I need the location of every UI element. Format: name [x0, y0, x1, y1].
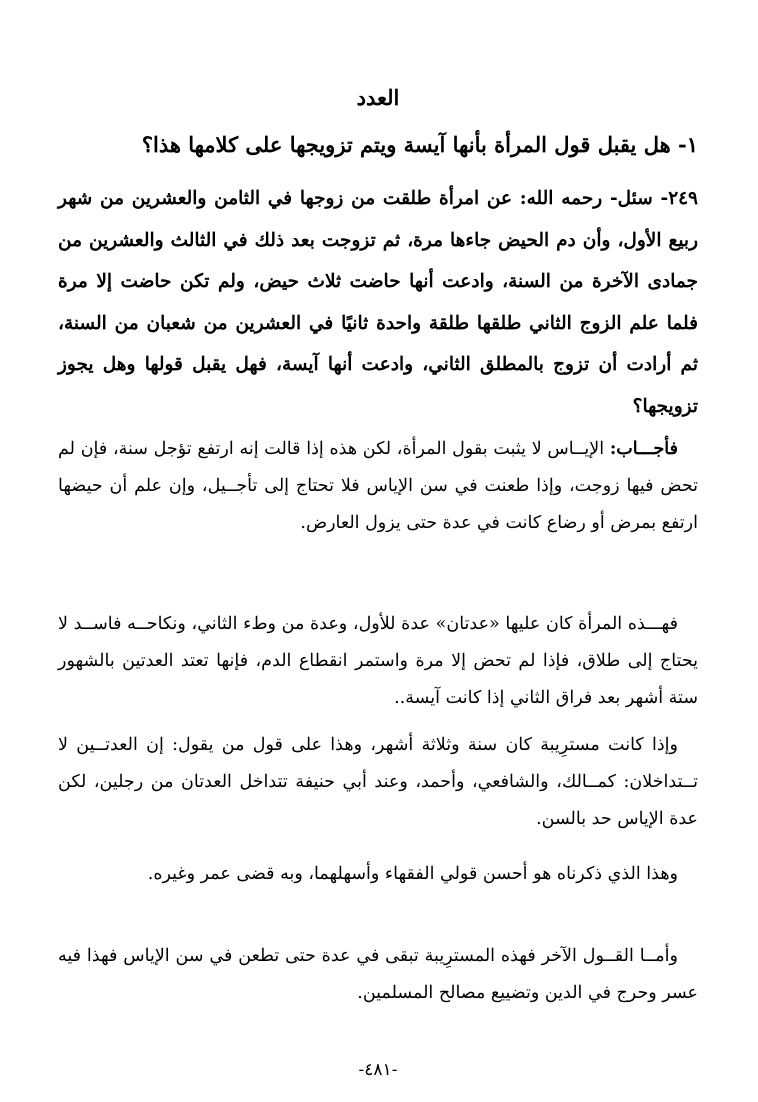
- answer-paragraph-3: [58, 727, 698, 838]
- answer-paragraph-4-text: وهذا الذي ذكرناه هو أحسن قولي الفقهاء وأسهلهما، وبه قضى عمر وغيره.: [147, 864, 678, 884]
- answer-paragraph-1-text: الإيــاس لا يثبت بقول المرأة، لكن هذه إذا قالت إنه ارتفع تؤجل سنة، فإن لم تحض فيها زوجت، وإذا طعنت في سن الإياس فلا تحتاج إلى تأجــيل، وإن علم أن حيضها ارتفع بمرض أو رضاع كانت في عدة حتى يزول العارض.: [58, 439, 698, 533]
- section-title: العدد: [356, 85, 400, 110]
- answer-paragraph-5-text: وأمــا القــول الآخر فهذه المسترِيبة تبقى في عدة حتى تطعن في سن الإياس فهذا فيه عسر وحرج في الدين وتضييع مصالح المسلمين.: [58, 946, 698, 1003]
- answer-paragraph-2-text: فهـــذه المرأة كان عليها «عدتان» عدة للأول، وعدة من وطء الثاني، ونكاحــه فاســد لا يحتاج إلى طلاق، فإذا لم تحض إلا مرة واستمر انقطاع الدم، فإنها تعتد العدتين بالشهور ستة أشهر بعد فراق الثاني إذا كانت آيسة..: [58, 614, 698, 708]
- answer-paragraph-3-text: وإذا كانت مسترِيبة كان سنة وثلاثة أشهر، وهذا على قول من يقول: إن العدتــين لا تــتداخلان: كمــالك، والشافعي، وأحمد، وعند أبي حنيفة تتداخل العدتان من رجلين، لكن عدة الإياس حد بالسن.: [58, 735, 698, 829]
- question-heading: ١- هل يقبل قول المرأة بأنها آيسة ويتم تزويجها على كلامها هذا؟: [141, 132, 698, 157]
- fatwa-question: ٢٤٩- سئل- رحمه الله: عن امرأة طلقت من زوجها في الثامن والعشرين من شهر ربيع الأول، وأن دم الحيض جاءها مرة، ثم تزوجت بعد ذلك في الثالث والعشرين من جمادى الآخرة من السنة، وادعت أنها حاضت ثلاث حيض، ولم تكن حاضت إلا مرة فلما علم الزوج الثاني طلقها طلقة واحدة ثانيًا في العشرين من شعبان من السنة، ثم أرادت أن تزوج بالمطلق الثاني، وادعت أنها آيسة، فهل يقبل قولها وهل يجوز تزويجها؟: [58, 188, 698, 417]
- answer-paragraph-1: [58, 431, 698, 542]
- answer-paragraph-4: [58, 856, 698, 893]
- page-number: -٤٨١-: [358, 1060, 398, 1080]
- answer-paragraph-2: [58, 606, 698, 717]
- answer-lead: فأجـــاب:: [609, 439, 678, 459]
- answer-paragraph-5: [58, 938, 698, 1012]
- document-page: [58, 0, 698, 1102]
